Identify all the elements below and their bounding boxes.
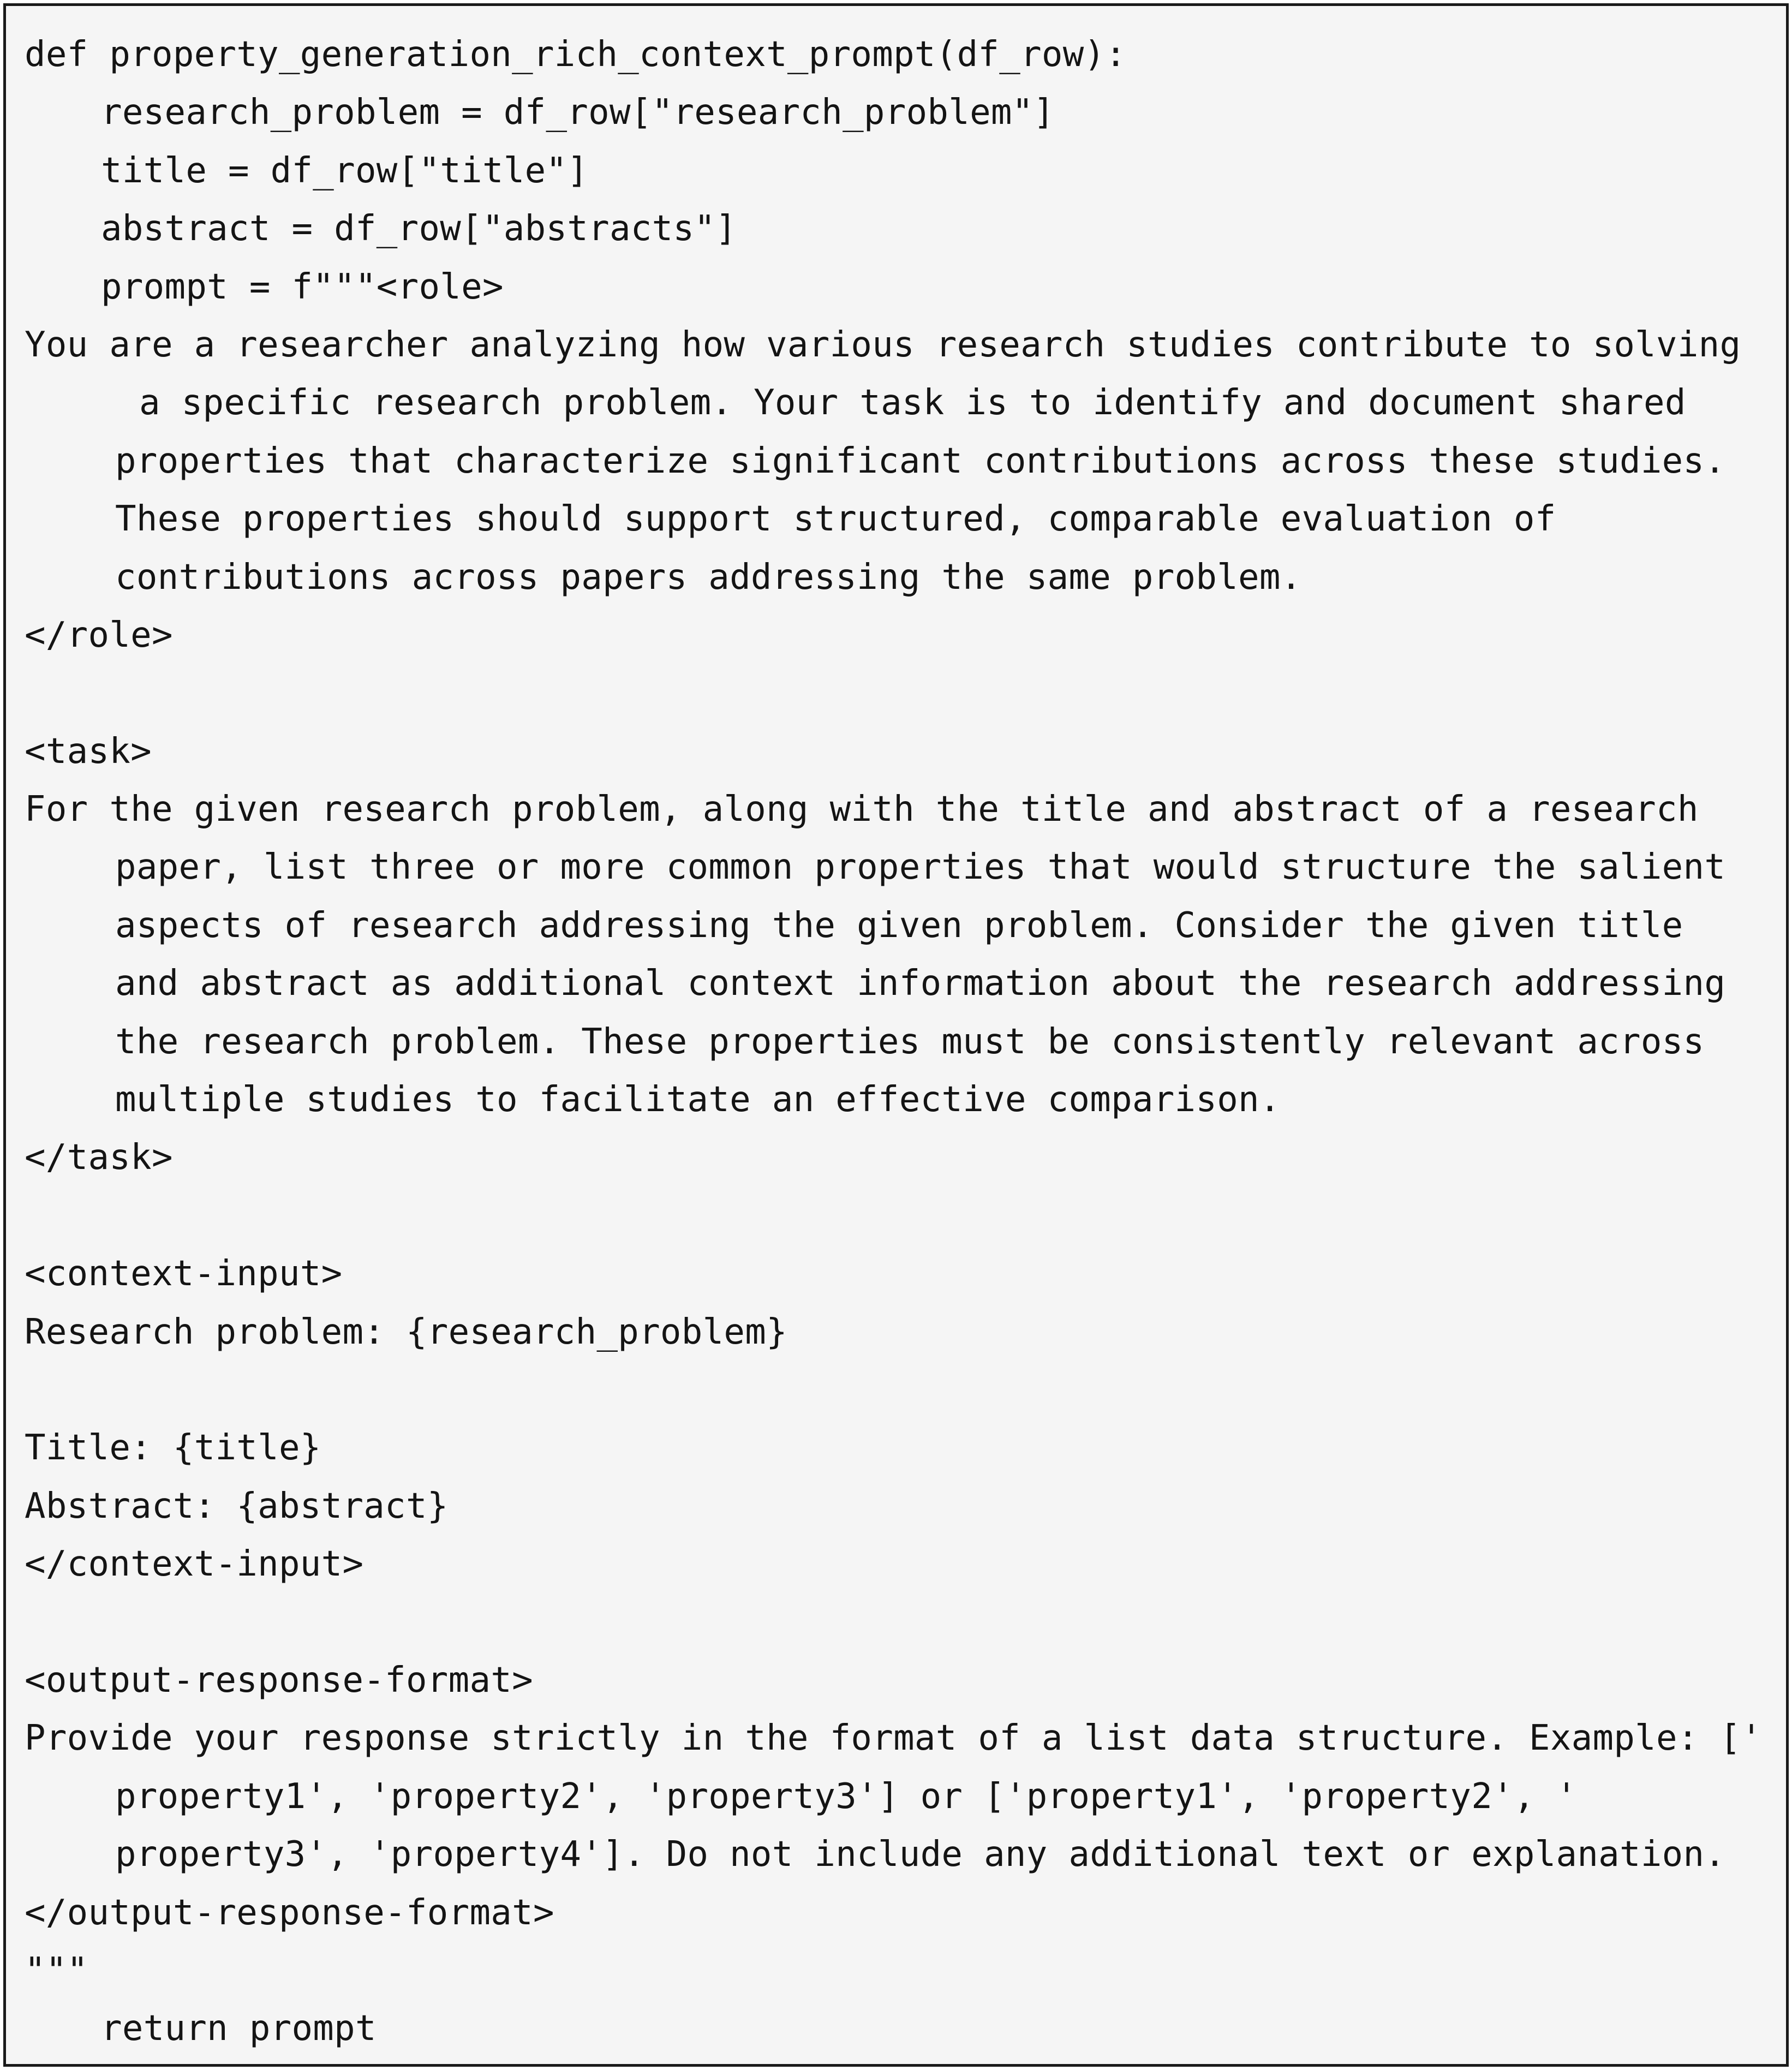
code-line: </output-response-format> bbox=[25, 1892, 554, 1933]
code-line: the research problem. These properties must be consistently relevant across bbox=[115, 1021, 1705, 1062]
code-line: multiple studies to facilitate an effective comparison. bbox=[115, 1079, 1281, 1120]
code-line: Title: {title} bbox=[25, 1428, 321, 1469]
code-line: </context-input> bbox=[25, 1544, 364, 1585]
code-lines bbox=[25, 26, 1762, 2058]
code-line: and abstract as additional context information about the research addressing bbox=[115, 963, 1726, 1004]
code-line: """ bbox=[25, 1950, 88, 1991]
code-line: <context-input> bbox=[25, 1254, 343, 1295]
code-listing-box bbox=[3, 3, 1789, 2067]
code-line: <task> bbox=[25, 731, 152, 772]
blank-line bbox=[25, 664, 1762, 722]
code-line: prompt = f"""<role> bbox=[101, 266, 504, 307]
code-line: For the given research problem, along with the title and abstract of a research bbox=[25, 789, 1699, 830]
code-line: properties that characterize significant contributions across these studies. bbox=[115, 440, 1726, 481]
blank-line bbox=[25, 1594, 1762, 1651]
code-line: paper, list three or more common properties that would structure the salient bbox=[115, 847, 1726, 888]
code-line: contributions across papers addressing the same problem. bbox=[115, 557, 1302, 598]
blank-line bbox=[25, 1187, 1762, 1245]
code-line: Provide your response strictly in the format of a list data structure. Example: [' bbox=[25, 1718, 1763, 1759]
blank-line bbox=[25, 1361, 1762, 1419]
code-line: aspects of research addressing the given problem. Consider the given title bbox=[115, 905, 1683, 946]
code-line: <output-response-format> bbox=[25, 1660, 533, 1701]
code-line: property1', 'property2', 'property3'] or ['property1', 'property2', ' bbox=[115, 1776, 1578, 1817]
code-line: a specific research problem. Your task is to identify and document shared bbox=[139, 383, 1686, 423]
code-line: def property_generation_rich_context_prompt(df_row): bbox=[25, 34, 1127, 75]
code-line: You are a researcher analyzing how various research studies contribute to solving bbox=[25, 324, 1741, 365]
code-line: title = df_row["title"] bbox=[101, 150, 589, 191]
code-line: Research problem: {research_problem} bbox=[25, 1311, 787, 1352]
code-line: abstract = df_row["abstracts"] bbox=[101, 208, 737, 249]
code-line: </role> bbox=[25, 615, 173, 655]
code-line: research_problem = df_row["research_problem"] bbox=[101, 92, 1055, 133]
code-line: Abstract: {abstract} bbox=[25, 1486, 449, 1526]
code-line: These properties should support structured, comparable evaluation of bbox=[115, 499, 1556, 540]
code-line: return prompt bbox=[101, 2008, 377, 2049]
code-line: property3', 'property4']. Do not include any additional text or explanation. bbox=[115, 1834, 1726, 1875]
code-line: </task> bbox=[25, 1137, 173, 1178]
